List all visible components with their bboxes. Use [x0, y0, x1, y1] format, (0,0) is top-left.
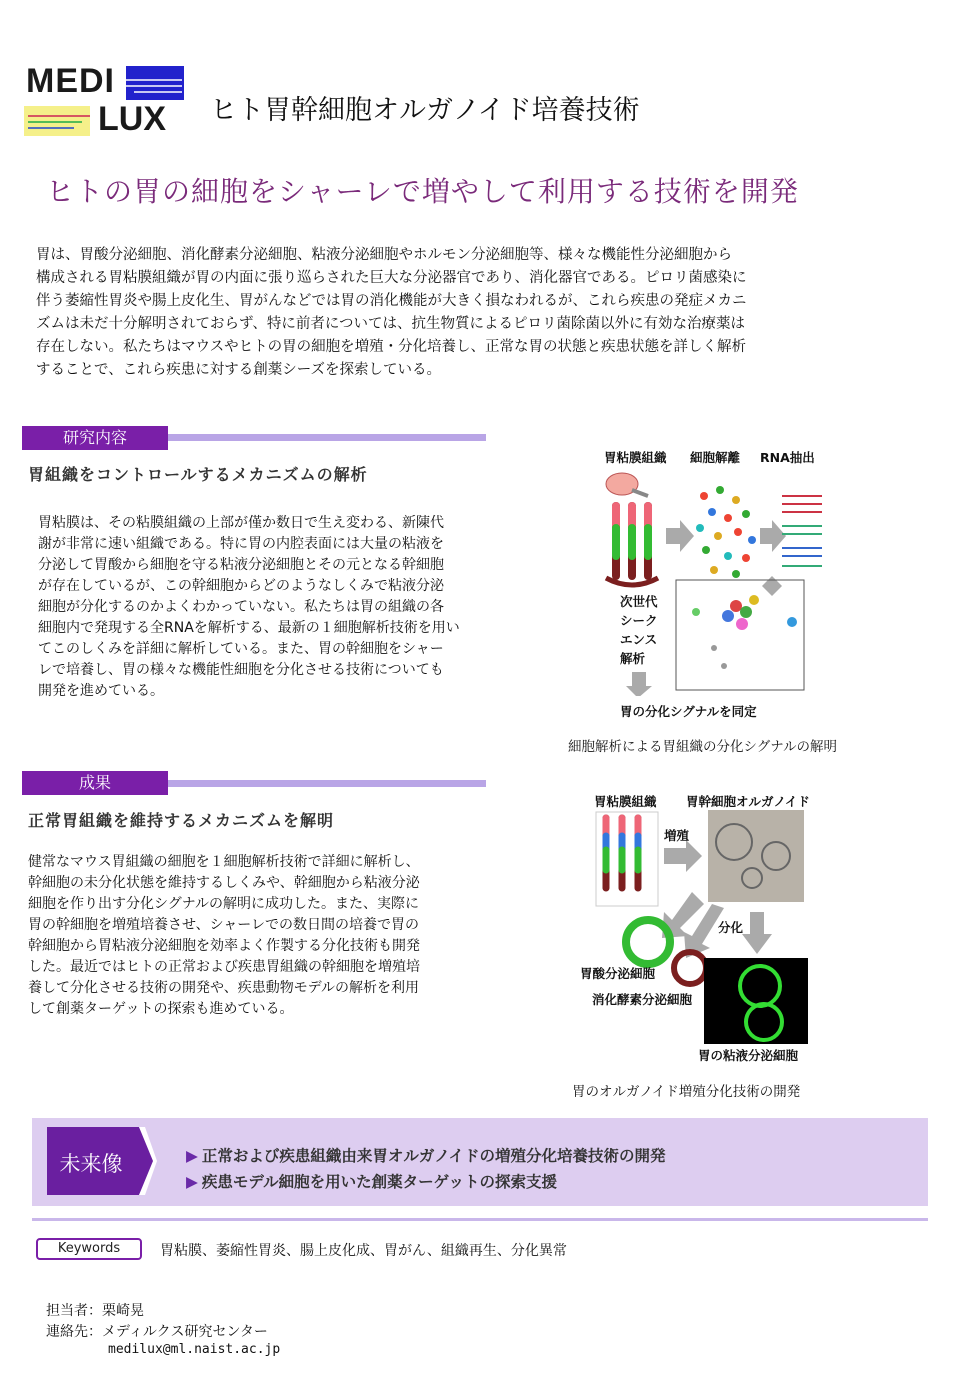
intro-paragraph — [36, 244, 916, 382]
contact-person-label: 担当者： — [46, 1303, 102, 1319]
section1-line: 細胞が分化するのかよくわかっていない。私たちは胃の組織の各 — [38, 599, 444, 615]
logo-stripes-icon — [116, 70, 186, 100]
intro-line: 伴う萎縮性胃炎や腸上皮化生、胃がんなどでは胃の消化機能が大きく損なわれるが、これら疾患の発症メカニ — [36, 293, 747, 309]
fig1-caption: 細胞解析による胃組織の分化シグナルの解明 — [568, 739, 838, 755]
section2-line: 胃の幹細胞を増殖培養させ、シャーレでの数日間の培養で胃の — [28, 917, 420, 933]
section2-line: 健常なマウス胃組織の細胞を１細胞解析技術で詳細に解析し、 — [28, 854, 420, 870]
intro-line: 存在しない。私たちはマウスやヒトの胃の細胞を増殖・分化培養し、正常な胃の状態と疾患状態を詳しく解析 — [36, 339, 747, 355]
future-item-text: 正常および疾患組織由来胃オルガノイドの増殖分化培養技術の開発 — [201, 1147, 666, 1165]
section1-heading: 胃組織をコントロールするメカニズムの解析 — [28, 465, 368, 484]
section1-line: レで培養し、胃の様々な機能性細胞を分化させる技術についても — [38, 662, 444, 678]
section2-tab: 成果 — [22, 771, 168, 795]
future-item-text: 疾患モデル細胞を用いた創薬ターゲットの探索支援 — [201, 1173, 558, 1191]
section1-tab: 研究内容 — [22, 426, 168, 450]
contact-person-name: 栗崎晃 — [102, 1303, 144, 1319]
medilux-logo — [24, 62, 188, 138]
future-item — [186, 1144, 666, 1166]
triangle-right-icon: ▶ — [186, 1147, 198, 1165]
section2-heading: 正常胃組織を維持するメカニズムを解明 — [28, 811, 335, 830]
intro-line: ズムは未だ十分解明されておらず、特に前者については、抗生物質によるピロリ菌除菌以外に有効な治療薬は — [36, 316, 746, 332]
contact-email[interactable]: medilux@ml.naist.ac.jp — [108, 1342, 281, 1357]
fig1-label-tissue: 胃粘膜組織 — [604, 450, 667, 465]
fig1-label-rna: RNA抽出 — [760, 450, 815, 465]
fig2-label-enzyme: 消化酵素分泌細胞 — [592, 992, 693, 1007]
section2-line: 幹細胞から胃粘液分泌細胞を効率よく作製する分化技術も開発 — [28, 938, 420, 954]
fig2-label-mucus: 胃の粘液分泌細胞 — [698, 1048, 799, 1063]
section1-line: 分泌して胃酸から細胞を守る粘液分泌細胞とその元となる幹細胞 — [38, 557, 444, 573]
fig1-label-sequencing — [620, 592, 658, 668]
fig1-label-identify: 胃の分化シグナルを同定 — [620, 704, 757, 719]
section1-line: 細胞内で発現する全RNAを解析する、最新の１細胞解析技術を用い — [38, 620, 460, 636]
fig2-caption: 胃のオルガノイド増殖分化技術の開発 — [572, 1084, 801, 1100]
fig1-seq-line: 次世代 — [620, 594, 658, 609]
intro-line: 構成される胃粘膜組織が胃の内面に張り巡らされた巨大な分泌器官であり、消化器官である。ピロリ菌感染に — [36, 270, 747, 286]
fig1-seq-line: シーク — [620, 613, 658, 628]
contact-org-label: 連絡先： — [46, 1324, 102, 1340]
fig2-label-acid: 胃酸分泌細胞 — [580, 966, 656, 981]
section2-body — [28, 852, 498, 1020]
section2-line: して創薬ターゲットの探索も進めている。 — [28, 1001, 294, 1017]
intro-line: 胃は、胃酸分泌細胞、消化酵素分泌細胞、粘液分泌細胞やホルモン分泌細胞等、様々な機能性分泌細胞から — [36, 247, 732, 263]
keywords-badge: Keywords — [36, 1238, 142, 1260]
logo-lines-icon — [26, 112, 96, 134]
fig2-diagram — [592, 808, 822, 1058]
section1-line: 胃粘膜は、その粘膜組織の上部が僅か数日で生え変わる、新陳代 — [38, 515, 444, 531]
section1-line: 謝が非常に速い組織である。特に胃の内腔表面には大量の粘液を — [38, 536, 444, 552]
section2-line: した。最近ではヒトの正常および疾患胃組織の幹細胞を増殖培 — [28, 959, 420, 975]
section2-line: 細胞を作り出す分化シグナルの解明に成功した。また、実際に — [28, 896, 420, 912]
fig1-seq-line: エンス — [620, 632, 658, 647]
contact-person — [46, 1300, 144, 1320]
section2-line: 養して分化させる技術の開発や、疾患動物モデルの解析を利用 — [28, 980, 420, 996]
section2-line: 幹細胞の未分化状態を維持するしくみや、幹細胞から粘液分泌 — [28, 875, 420, 891]
section1-body — [38, 513, 508, 702]
section1-line: が存在しているが、この幹細胞からどのようなしくみで粘液分泌 — [38, 578, 444, 594]
fig1-seq-line: 解析 — [620, 651, 646, 666]
section1-line: 開発を進めている。 — [38, 683, 164, 699]
section1-line: てこのしくみを詳細に解析している。また、胃の幹細胞をシャー — [38, 641, 444, 657]
fig2-label-tissue: 胃粘膜組織 — [594, 794, 657, 809]
triangle-right-icon: ▶ — [186, 1173, 198, 1191]
future-item — [186, 1170, 557, 1192]
intro-line: することで、これら疾患に対する創薬シーズを探索している。 — [36, 362, 441, 378]
future-label: 未来像 — [59, 1152, 123, 1176]
divider — [32, 1218, 928, 1221]
contact-org-name: メディルクス研究センター — [102, 1324, 268, 1340]
fig2-label-organoid: 胃幹細胞オルガノイド — [686, 794, 810, 809]
logo-text-bottom: LUX — [98, 100, 166, 138]
fig1-label-dissociation: 細胞解離 — [690, 450, 741, 465]
logo-text-top: MEDI — [26, 62, 115, 100]
fig2-label-diff: 分化 — [718, 920, 744, 935]
headline: ヒトの胃の細胞をシャーレで増やして利用する技術を開発 — [46, 175, 799, 208]
fig2-label-grow: 増殖 — [664, 828, 690, 843]
keywords-text: 胃粘膜、萎縮性胃炎、腸上皮化成、胃がん、組織再生、分化異常 — [160, 1243, 567, 1259]
page-title: ヒト胃幹細胞オルガノイド培養技術 — [210, 95, 640, 126]
contact-org — [46, 1321, 268, 1341]
